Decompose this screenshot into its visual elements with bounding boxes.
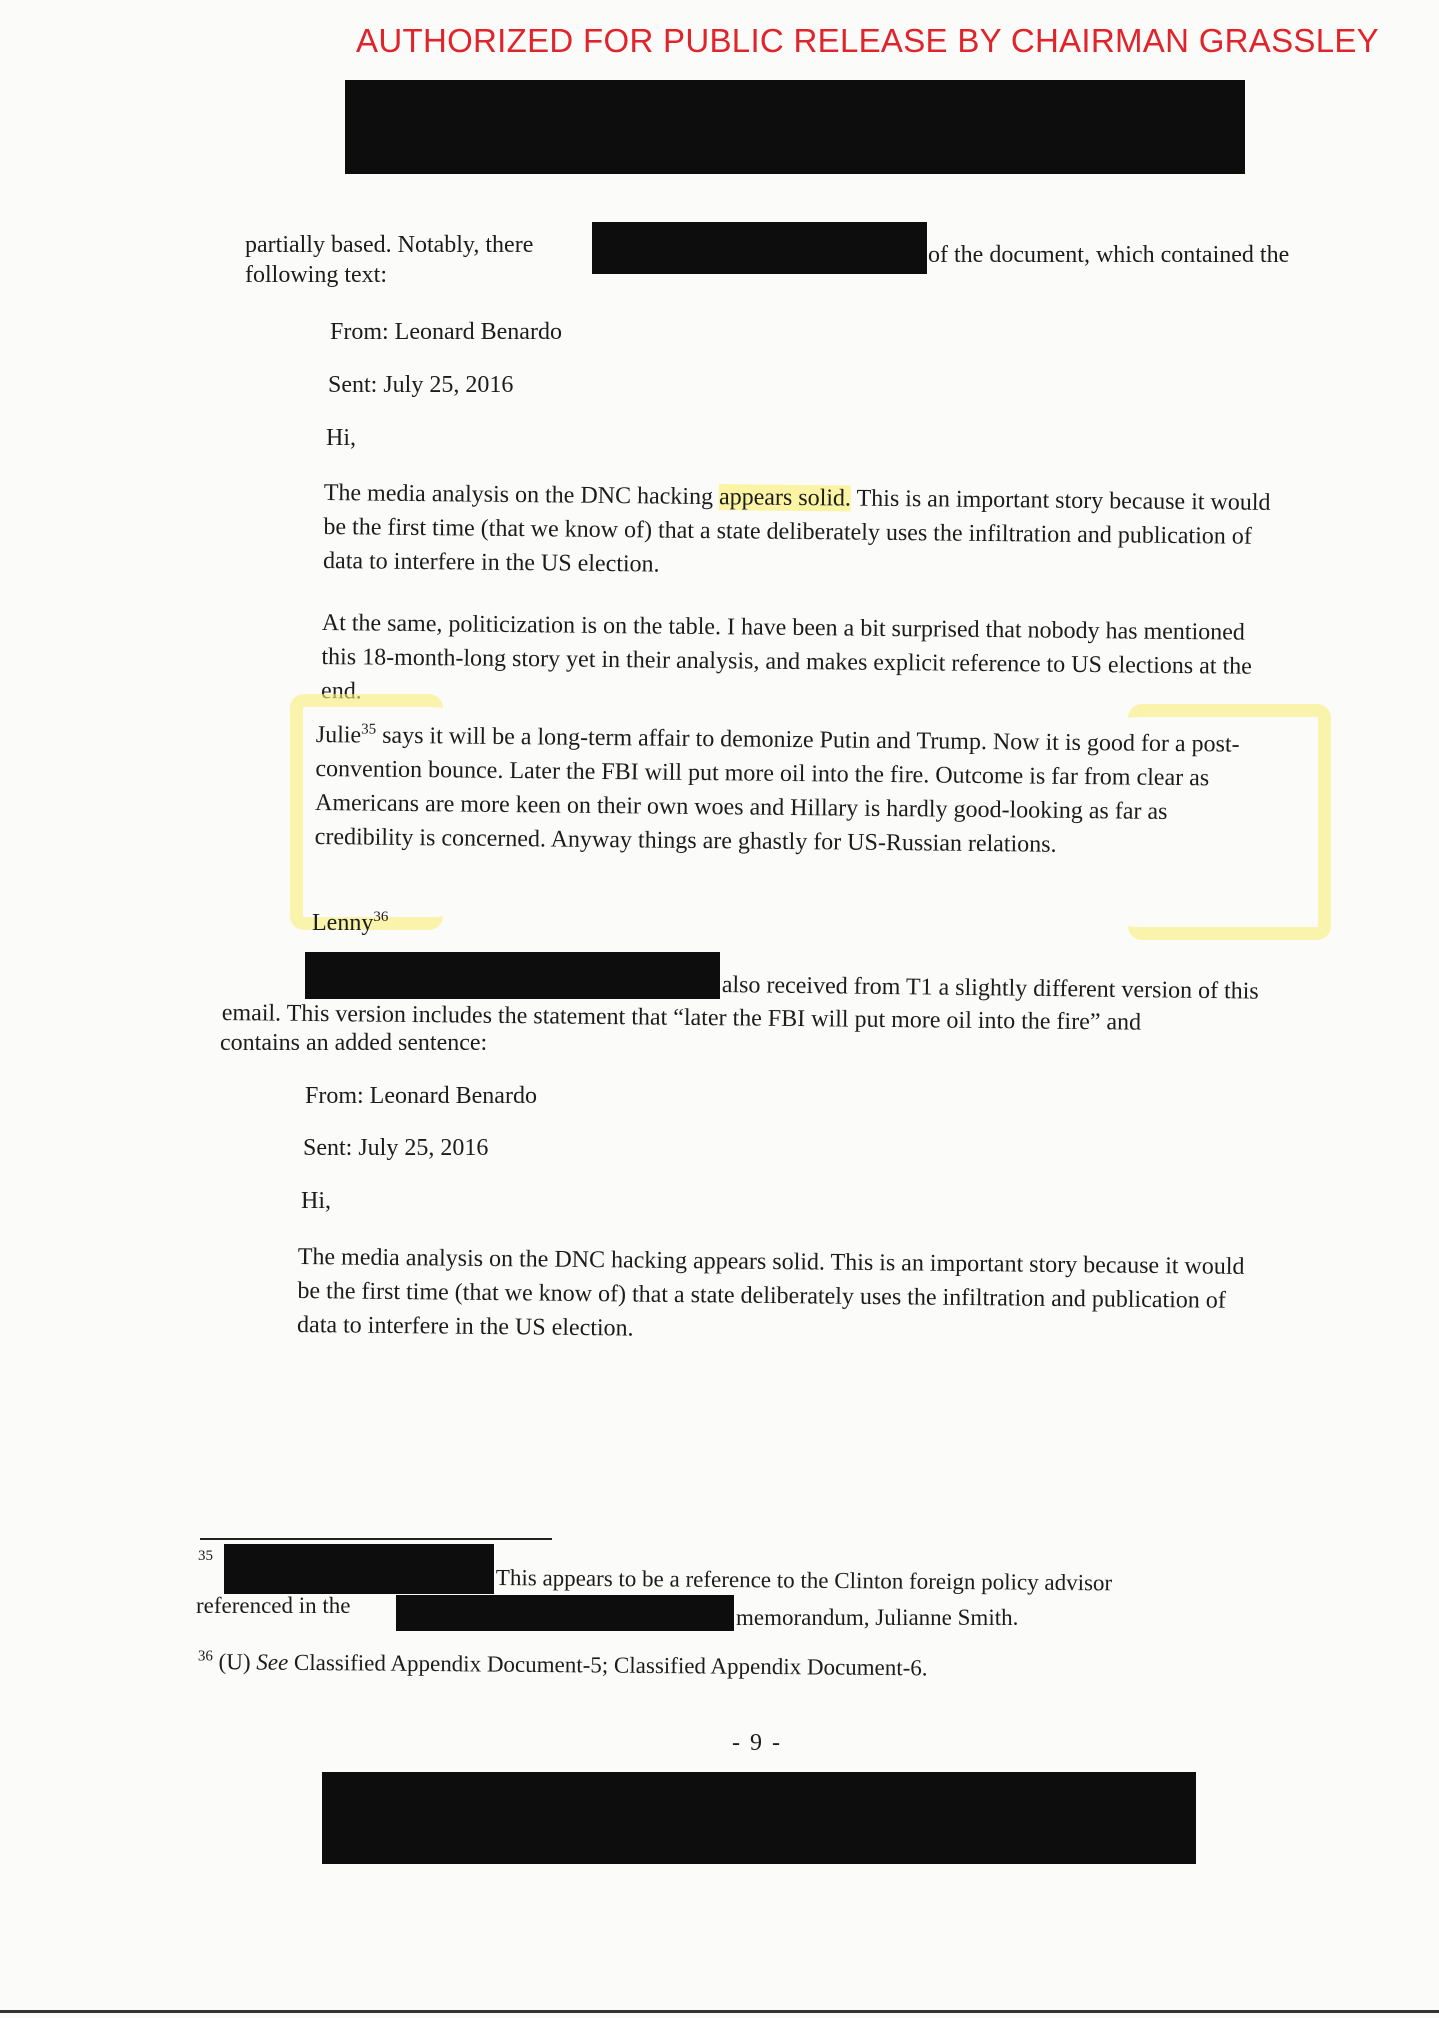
email2-from: From: Leonard Benardo xyxy=(305,1083,537,1109)
email1-signoff xyxy=(312,906,388,940)
middle-line-3: contains an added sentence: xyxy=(220,1030,488,1056)
email1-p1-rest: This is an important story because it would be the first time (that we know of) that a state deliberately uses the infiltration and publication of data to interfere in the US election. xyxy=(322,485,1271,578)
middle-line-1: also received from T1 a slightly different version of this xyxy=(721,971,1259,1005)
middle-line-2: email. This version includes the statement that “later the FBI will put more oil into the fire” and xyxy=(221,999,1142,1036)
lenny-name: Lenny xyxy=(312,910,374,936)
email1-paragraph-2: At the same, politicization is on the table. I have been a bit surprised that nobody has mentioned this 18-month-long story yet in their analysis, and makes explicit reference to US elections at the end. xyxy=(320,609,1252,705)
redaction-inline-intro xyxy=(592,222,927,274)
email2-greeting: Hi, xyxy=(301,1188,331,1214)
email1-paragraph-3 xyxy=(315,718,1266,864)
redaction-inline-middle xyxy=(305,952,720,999)
email1-from: From: Leonard Benardo xyxy=(330,319,562,345)
scan-edge-line xyxy=(0,2010,1439,2013)
email1-greeting: Hi, xyxy=(326,425,356,451)
email2-sent: Sent: July 25, 2016 xyxy=(303,1135,489,1161)
email1-p1-pre: The media analysis on the DNC hacking xyxy=(323,479,720,511)
intro-line-1-end: of the document, which contained the xyxy=(928,242,1290,268)
email1-p3-rest: says it will be a long-term affair to demonize Putin and Trump. Now it is good for a post-convention bounce. Later the FBI will put more oil into the fire. Outcome is far from clear as Americans are more keen on their own woes and Hillary is hardly good-looking as far as credibility is concerned. Anyway things are ghastly for US-Russian relations. xyxy=(314,722,1240,858)
redaction-footnote-35-a xyxy=(224,1544,494,1594)
footnote-separator xyxy=(200,1538,552,1540)
redaction-block-bottom xyxy=(322,1772,1196,1864)
page-number: - 9 - xyxy=(732,1730,782,1756)
release-header: AUTHORIZED FOR PUBLIC RELEASE BY CHAIRMAN GRASSLEY xyxy=(356,22,1379,59)
redaction-block-top xyxy=(345,80,1245,174)
intro-line-2: following text: xyxy=(245,262,387,288)
footnote-36-see: See xyxy=(256,1649,289,1675)
footnote-35-line-2-end: memorandum, Julianne Smith. xyxy=(736,1605,1019,1630)
footnote-36-number: 36 xyxy=(197,1648,213,1665)
footnote-35-number: 35 xyxy=(198,1548,213,1564)
footnote-36-text: Classified Appendix Document-5; Classified Appendix Document-6. xyxy=(288,1649,928,1681)
footnote-36 xyxy=(198,1646,928,1684)
email1-paragraph-1 xyxy=(323,476,1274,588)
footnote-35-line-2-start: referenced in the xyxy=(196,1593,351,1618)
redaction-footnote-35-b xyxy=(396,1595,734,1631)
footnote-ref-36: 36 xyxy=(373,909,389,925)
footnote-ref-35: 35 xyxy=(361,721,377,738)
footnote-36-prefix: (U) xyxy=(218,1649,257,1675)
highlighted-phrase: appears solid. xyxy=(718,484,852,512)
julie-name: Julie xyxy=(315,721,362,749)
intro-line-1-start: partially based. Notably, there xyxy=(245,232,534,258)
email1-sent: Sent: July 25, 2016 xyxy=(328,372,514,398)
email2-paragraph-1: The media analysis on the DNC hacking appears solid. This is an important story because it would be the first time (that we know of) that a state deliberately uses the infiltration and publication of data to interfere in the US election. xyxy=(296,1243,1245,1342)
footnote-35-line-1: This appears to be a reference to the Clinton foreign policy advisor xyxy=(495,1564,1113,1596)
